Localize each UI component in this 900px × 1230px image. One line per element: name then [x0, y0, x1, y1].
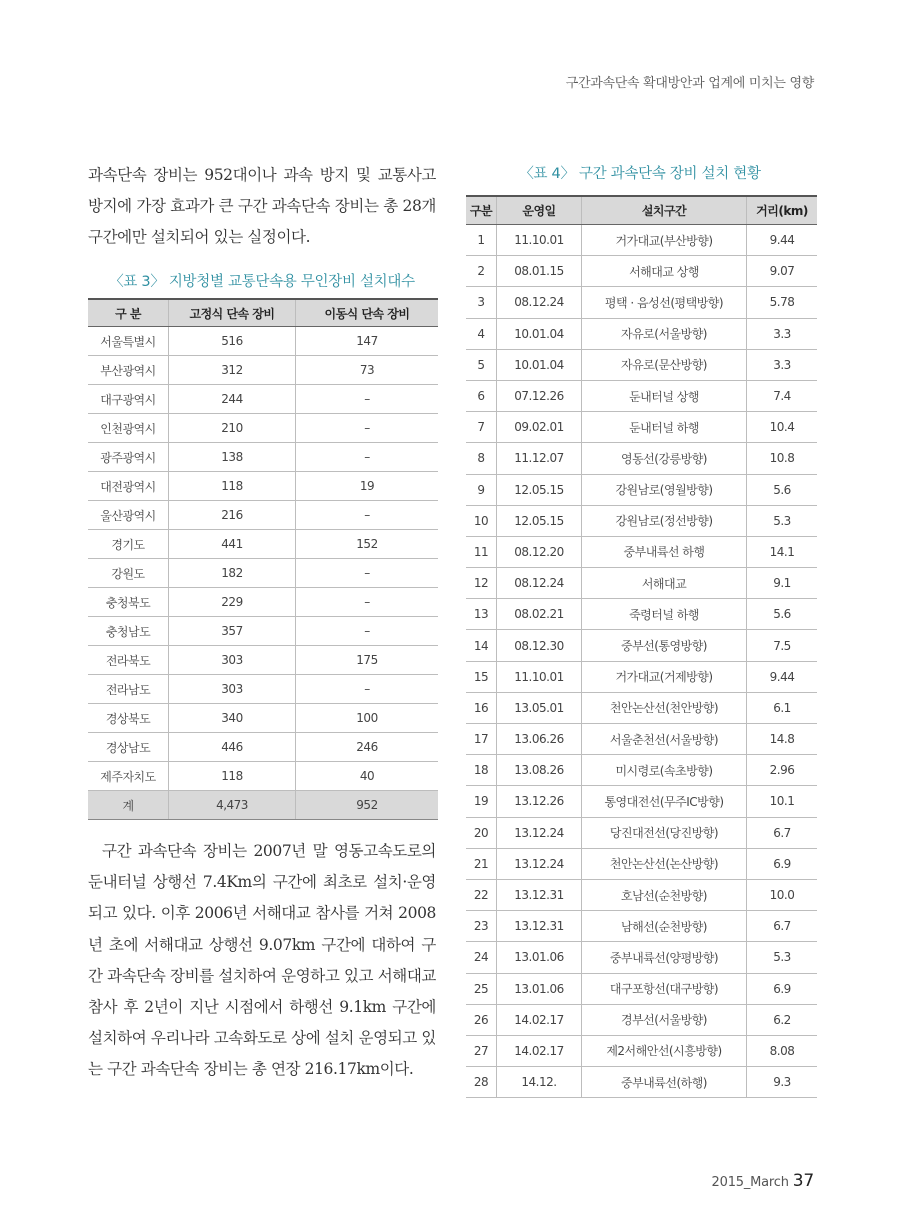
- table4-cell: 9: [466, 474, 497, 505]
- table4-cell: 24: [466, 942, 497, 973]
- table4-cell: 18: [466, 755, 497, 786]
- table3-row: [88, 472, 438, 501]
- table4-cell: 5: [466, 349, 497, 380]
- table3-cell: 대전광역시: [88, 472, 169, 501]
- table3-row: [88, 530, 438, 559]
- table3-title: 〈표 3〉 지방청별 교통단속용 무인장비 설치대수: [109, 274, 415, 290]
- table4-header-cell: 설치구간: [582, 196, 747, 225]
- table4-cell: 13.06.26: [497, 724, 582, 755]
- table4-cell: 27: [466, 1035, 497, 1066]
- table3-cell: –: [296, 588, 439, 617]
- table3-cell: 경기도: [88, 530, 169, 559]
- table4-cell: 13.12.24: [497, 817, 582, 848]
- table4-cell: 8: [466, 443, 497, 474]
- table3-cell: 152: [296, 530, 439, 559]
- table4-header-cell: 운영일: [497, 196, 582, 225]
- table4-cell: 6: [466, 380, 497, 411]
- table3-cell: 138: [169, 443, 296, 472]
- table4-cell: 강원남로(영월방향): [582, 474, 747, 505]
- table3-cell: 강원도: [88, 559, 169, 588]
- table4-row: [466, 848, 817, 879]
- table3-header-cell: 구 분: [88, 299, 169, 327]
- table4-cell: 서울춘천선(서울방향): [582, 724, 747, 755]
- table4-cell: 중부선(통영방향): [582, 630, 747, 661]
- table3: [88, 298, 438, 820]
- table4-cell: 14.02.17: [497, 1035, 582, 1066]
- table4-cell: 5.6: [747, 474, 818, 505]
- table4-cell: 13.12.26: [497, 786, 582, 817]
- table4-cell: 둔내터널 하행: [582, 412, 747, 443]
- table4-row: [466, 942, 817, 973]
- table4-cell: 평택 · 음성선(평택방향): [582, 287, 747, 318]
- table4-row: [466, 505, 817, 536]
- table4-cell: 천안논산선(논산방향): [582, 848, 747, 879]
- table4-row: [466, 661, 817, 692]
- table3-row: [88, 733, 438, 762]
- table4-cell: 13.08.26: [497, 755, 582, 786]
- table3-cell: 441: [169, 530, 296, 559]
- table4-cell: 13.12.24: [497, 848, 582, 879]
- table4-row: [466, 973, 817, 1004]
- table3-cell: –: [296, 443, 439, 472]
- table4-cell: 10.8: [747, 443, 818, 474]
- table3-cell: 147: [296, 327, 439, 356]
- table3-cell: 경상북도: [88, 704, 169, 733]
- table4-body: [466, 225, 817, 1098]
- table4-cell: 9.44: [747, 661, 818, 692]
- table4-cell: 거가대교(부산방향): [582, 225, 747, 256]
- table3-cell: 73: [296, 356, 439, 385]
- table4-cell: 자유로(문산방향): [582, 349, 747, 380]
- table4-row: [466, 287, 817, 318]
- table4-cell: 13.01.06: [497, 973, 582, 1004]
- table3-row: [88, 617, 438, 646]
- table3-header-cell: 고정식 단속 장비: [169, 299, 296, 327]
- table4-cell: 20: [466, 817, 497, 848]
- table4-cell: 거가대교(거제방향): [582, 661, 747, 692]
- table4-cell: 28: [466, 1067, 497, 1098]
- table4-cell: 영동선(강릉방향): [582, 443, 747, 474]
- table4-cell: 21: [466, 848, 497, 879]
- table3-cell: 100: [296, 704, 439, 733]
- table4-cell: 6.7: [747, 911, 818, 942]
- table4-cell: 중부내륙선(양평방향): [582, 942, 747, 973]
- table4-cell: 강원남로(정선방향): [582, 505, 747, 536]
- table4-cell: 8.08: [747, 1035, 818, 1066]
- table3-total-row: [88, 791, 438, 820]
- table4-cell: 08.12.24: [497, 287, 582, 318]
- table3-cell: 40: [296, 762, 439, 791]
- table4-cell: 2.96: [747, 755, 818, 786]
- table4-cell: 22: [466, 879, 497, 910]
- table4-cell: 10: [466, 505, 497, 536]
- table4-row: [466, 568, 817, 599]
- table3-row: [88, 762, 438, 791]
- table4-cell: 6.7: [747, 817, 818, 848]
- table4-row: [466, 817, 817, 848]
- table4-cell: 7: [466, 412, 497, 443]
- table4-row: [466, 1035, 817, 1066]
- table3-row: [88, 443, 438, 472]
- table4-cell: 9.07: [747, 256, 818, 287]
- table4-row: [466, 911, 817, 942]
- table4-cell: 9.1: [747, 568, 818, 599]
- table4-cell: 08.12.20: [497, 536, 582, 567]
- table3-header-cell: 이동식 단속 장비: [296, 299, 439, 327]
- page-footer: [712, 1171, 814, 1191]
- table3-cell: 244: [169, 385, 296, 414]
- table4-cell: 6.1: [747, 692, 818, 723]
- table4-row: [466, 443, 817, 474]
- table3-cell: 서울특별시: [88, 327, 169, 356]
- table3-row: [88, 327, 438, 356]
- table3-body: [88, 327, 438, 791]
- table3-cell: –: [296, 675, 439, 704]
- page-number: 37: [792, 1171, 814, 1191]
- table3-row: [88, 646, 438, 675]
- table3-cell: 312: [169, 356, 296, 385]
- table3-row: [88, 385, 438, 414]
- table4-cell: 천안논산선(천안방향): [582, 692, 747, 723]
- table4-row: [466, 474, 817, 505]
- table3-cell: –: [296, 385, 439, 414]
- table4-cell: 10.01.04: [497, 349, 582, 380]
- table4-row: [466, 630, 817, 661]
- table3-cell: 울산광역시: [88, 501, 169, 530]
- table4-cell: 13.01.06: [497, 942, 582, 973]
- table4-cell: 10.4: [747, 412, 818, 443]
- table4-cell: 5.3: [747, 942, 818, 973]
- table4-cell: 죽령터널 하행: [582, 599, 747, 630]
- table3-cell: 303: [169, 646, 296, 675]
- table4-cell: 13.12.31: [497, 879, 582, 910]
- table4-row: [466, 1004, 817, 1035]
- table3-cell: –: [296, 414, 439, 443]
- table4-cell: 5.6: [747, 599, 818, 630]
- table4-header-row: [466, 196, 817, 225]
- table3-row: [88, 559, 438, 588]
- body-paragraph-1: 과속단속 장비는 952대이나 과속 방지 및 교통사고 방지에 가장 효과가 큰 구간 과속단속 장비는 총 28개 구간에만 설치되어 있는 실정이다.: [88, 166, 436, 246]
- table4-cell: 4: [466, 318, 497, 349]
- table4-cell: 08.12.24: [497, 568, 582, 599]
- table3-cell: 19: [296, 472, 439, 501]
- table4-cell: 6.9: [747, 848, 818, 879]
- table4-cell: 경부선(서울방향): [582, 1004, 747, 1035]
- table4-row: [466, 318, 817, 349]
- table4-cell: 11.10.01: [497, 661, 582, 692]
- table4-row: [466, 536, 817, 567]
- table3-cell: –: [296, 501, 439, 530]
- running-header: 구간과속단속 확대방안과 업계에 미치는 영향: [565, 76, 814, 91]
- table3-cell: 340: [169, 704, 296, 733]
- table3-cell: 118: [169, 472, 296, 501]
- table4-cell: 12: [466, 568, 497, 599]
- table3-cell: 246: [296, 733, 439, 762]
- table4-cell: 12.05.15: [497, 505, 582, 536]
- table3-cell: 대구광역시: [88, 385, 169, 414]
- table3-cell: 118: [169, 762, 296, 791]
- table4-cell: 15: [466, 661, 497, 692]
- table4-cell: 10.1: [747, 786, 818, 817]
- table4-title: 〈표 4〉 구간 과속단속 장비 설치 현황: [519, 166, 761, 182]
- table4-cell: 25: [466, 973, 497, 1004]
- table3-cell: –: [296, 617, 439, 646]
- table3-cell: 229: [169, 588, 296, 617]
- table4-cell: 1: [466, 225, 497, 256]
- table4-cell: 미시령로(속초방향): [582, 755, 747, 786]
- table4-cell: 09.02.01: [497, 412, 582, 443]
- table3-cell: 충청북도: [88, 588, 169, 617]
- table4-cell: 17: [466, 724, 497, 755]
- table3-cell: 전라북도: [88, 646, 169, 675]
- table4-cell: 13: [466, 599, 497, 630]
- table4-cell: 16: [466, 692, 497, 723]
- table4-cell: 중부내륙선(하행): [582, 1067, 747, 1098]
- table4: [466, 195, 817, 1098]
- table3-cell: –: [296, 559, 439, 588]
- table4-cell: 5.3: [747, 505, 818, 536]
- table4-cell: 9.3: [747, 1067, 818, 1098]
- table4-cell: 14: [466, 630, 497, 661]
- table4-cell: 10.0: [747, 879, 818, 910]
- table3-cell: 충청남도: [88, 617, 169, 646]
- table4-cell: 3.3: [747, 349, 818, 380]
- table3-header-row: [88, 299, 438, 327]
- table4-row: [466, 380, 817, 411]
- table3-cell: 303: [169, 675, 296, 704]
- table4-cell: 11: [466, 536, 497, 567]
- table3-cell: 175: [296, 646, 439, 675]
- table4-cell: 9.44: [747, 225, 818, 256]
- table3-row: [88, 414, 438, 443]
- table4-cell: 12.05.15: [497, 474, 582, 505]
- table3-cell: 216: [169, 501, 296, 530]
- table3-cell: 357: [169, 617, 296, 646]
- table4-cell: 6.9: [747, 973, 818, 1004]
- table3-total-mobile: 952: [296, 791, 439, 820]
- table4-cell: 자유로(서울방향): [582, 318, 747, 349]
- issue-label: 2015_March: [711, 1175, 789, 1190]
- table3-cell: 전라남도: [88, 675, 169, 704]
- table3-cell: 516: [169, 327, 296, 356]
- table4-row: [466, 256, 817, 287]
- table3-row: [88, 675, 438, 704]
- table4-cell: 10.01.04: [497, 318, 582, 349]
- body-paragraph-2: 구간 과속단속 장비는 2007년 말 영동고속도로의 둔내터널 상행선 7.4Km의 구간에 최초로 설치·운영되고 있다. 이후 2006년 서해대교 참사를 거쳐 2008년 초에 서해대교 상행선 9.07km 구간에 대하여 구간 과속단속 장비를 설치하여 운영하고 있고 서해대교 참사 후 2년이 지난 시점에서 하행선 9.1km 구간에 설치하여 우리나라 고속화도로 상에 설치 운영되고 있는 구간 과속단속 장비는 총 연장 216.17km이다.: [88, 842, 436, 1079]
- table4-cell: 당진대전선(당진방향): [582, 817, 747, 848]
- table3-cell: 광주광역시: [88, 443, 169, 472]
- table4-cell: 14.12.: [497, 1067, 582, 1098]
- table3-row: [88, 704, 438, 733]
- table4-cell: 13.12.31: [497, 911, 582, 942]
- table4-cell: 3.3: [747, 318, 818, 349]
- table4-cell: 14.1: [747, 536, 818, 567]
- table4-cell: 호남선(순천방향): [582, 879, 747, 910]
- table4-cell: 둔내터널 상행: [582, 380, 747, 411]
- table3-cell: 경상남도: [88, 733, 169, 762]
- table4-cell: 서해대교: [582, 568, 747, 599]
- table4-row: [466, 1067, 817, 1098]
- table4-row: [466, 786, 817, 817]
- table4-cell: 통영대전선(무주IC방향): [582, 786, 747, 817]
- table4-cell: 14.02.17: [497, 1004, 582, 1035]
- table3-cell: 제주자치도: [88, 762, 169, 791]
- table4-row: [466, 879, 817, 910]
- table4-row: [466, 724, 817, 755]
- table4-cell: 7.5: [747, 630, 818, 661]
- table4-cell: 5.78: [747, 287, 818, 318]
- table4-row: [466, 412, 817, 443]
- table4-header-cell: 거리(km): [747, 196, 818, 225]
- table4-cell: 07.12.26: [497, 380, 582, 411]
- table4-cell: 11.10.01: [497, 225, 582, 256]
- table4-cell: 대구포항선(대구방향): [582, 973, 747, 1004]
- table4-cell: 13.05.01: [497, 692, 582, 723]
- table4-cell: 3: [466, 287, 497, 318]
- table3-row: [88, 501, 438, 530]
- table3-row: [88, 588, 438, 617]
- table4-cell: 11.12.07: [497, 443, 582, 474]
- table4-cell: 제2서해안선(시흥방향): [582, 1035, 747, 1066]
- table4-cell: 19: [466, 786, 497, 817]
- table3-cell: 182: [169, 559, 296, 588]
- table4-cell: 14.8: [747, 724, 818, 755]
- table4-cell: 6.2: [747, 1004, 818, 1035]
- table3-cell: 446: [169, 733, 296, 762]
- table4-cell: 중부내륙선 하행: [582, 536, 747, 567]
- table4-cell: 서해대교 상행: [582, 256, 747, 287]
- table3-row: [88, 356, 438, 385]
- table4-row: [466, 599, 817, 630]
- table3-cell: 인천광역시: [88, 414, 169, 443]
- table4-row: [466, 225, 817, 256]
- table4-row: [466, 755, 817, 786]
- table4-header-cell: 구분: [466, 196, 497, 225]
- table3-cell: 부산광역시: [88, 356, 169, 385]
- table4-cell: 7.4: [747, 380, 818, 411]
- table4-cell: 08.01.15: [497, 256, 582, 287]
- table3-cell: 210: [169, 414, 296, 443]
- table4-row: [466, 349, 817, 380]
- table4-cell: 08.02.21: [497, 599, 582, 630]
- table3-total-label: 계: [88, 791, 169, 820]
- table3-total-fixed: 4,473: [169, 791, 296, 820]
- table4-row: [466, 692, 817, 723]
- table4-cell: 23: [466, 911, 497, 942]
- table4-cell: 08.12.30: [497, 630, 582, 661]
- table4-cell: 26: [466, 1004, 497, 1035]
- table4-cell: 2: [466, 256, 497, 287]
- table4-cell: 남해선(순천방향): [582, 911, 747, 942]
